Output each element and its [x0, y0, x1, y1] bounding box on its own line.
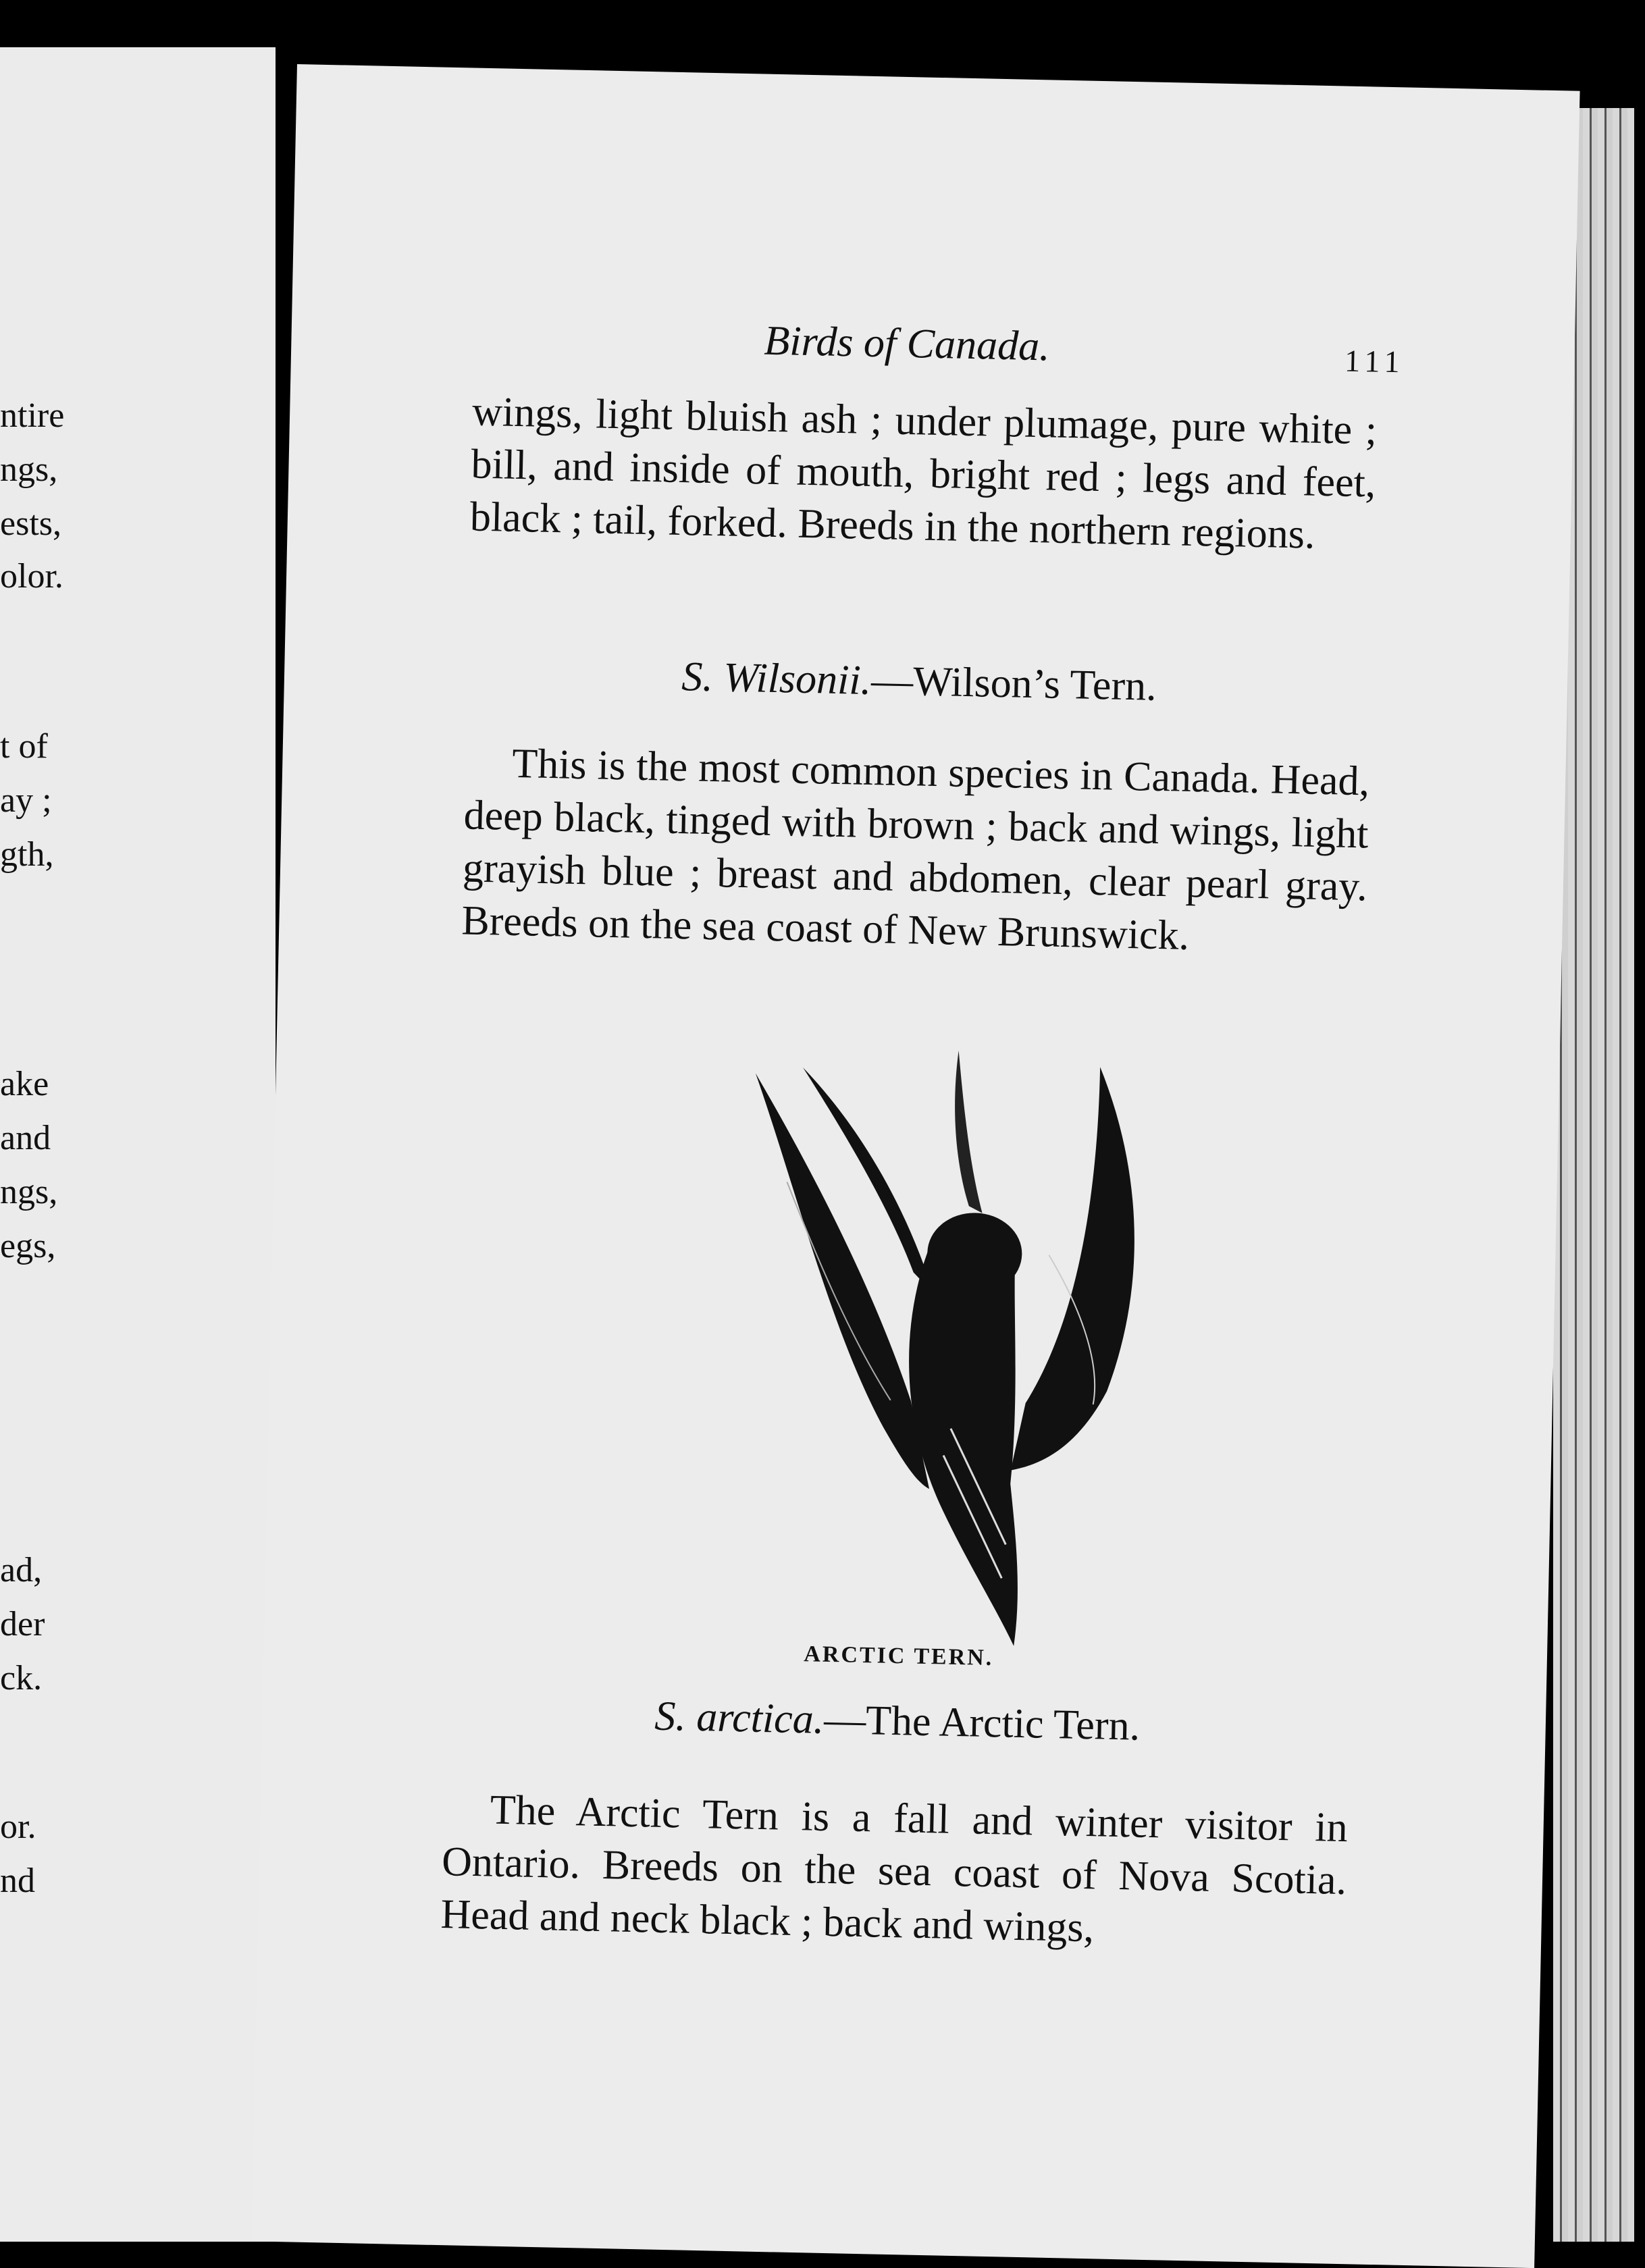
paragraph-continued	[469, 386, 1378, 562]
left-text-fragment: ck.	[0, 1659, 43, 1697]
left-text-fragment: der	[0, 1605, 45, 1643]
left-text-fragment: ngs,	[0, 450, 58, 489]
paragraph-text: This is the most common species in Canada. Head, deep black, tinged with brown ; back and wings, light grayish blue ; breast and abdomen, clear pearl gray. Breeds on the sea coast of New Brunswick.	[461, 740, 1370, 959]
scientific-name: S. Wilsonii.	[681, 654, 872, 704]
left-text-fragment: and	[0, 1119, 51, 1157]
arctic-tern-illustration	[723, 1046, 1155, 1662]
species-heading-wilsonii	[466, 648, 1372, 715]
scientific-name: S. arctica.	[654, 1693, 825, 1743]
running-head: Birds of Canada.	[763, 317, 1051, 370]
common-name: —The Arctic Tern.	[823, 1696, 1141, 1749]
left-text-fragment: ay ;	[0, 781, 52, 820]
left-text-fragment: or.	[0, 1808, 36, 1846]
left-text-fragment: ests,	[0, 504, 61, 543]
left-text-fragment: olor.	[0, 557, 63, 596]
left-text-fragment: ake	[0, 1065, 49, 1103]
left-text-fragment: ngs,	[0, 1173, 58, 1211]
book-page	[251, 64, 1579, 2268]
left-text-fragment: t of	[0, 727, 48, 766]
left-text-fragment: nd	[0, 1862, 35, 1900]
paragraph-text: wings, light bluish ash ; under plumage, pure white ; bill, and inside of mouth, bright red ; legs and feet, black ; tail, forked. Breeds in the northern regions.	[469, 388, 1378, 558]
species-heading-arctica	[444, 1688, 1350, 1755]
left-text-fragment: ad,	[0, 1551, 43, 1589]
page-number: 111	[1344, 343, 1406, 379]
figure-caption: ARCTIC TERN.	[803, 1641, 994, 1671]
paragraph-wilsons-tern	[461, 736, 1370, 966]
left-text-fragment: egs,	[0, 1227, 56, 1265]
left-facing-page	[0, 47, 276, 2242]
left-text-fragment: gth,	[0, 835, 54, 874]
left-text-fragment: ntire	[0, 396, 65, 435]
paragraph-arctic-tern	[440, 1783, 1349, 1959]
paragraph-text: The Arctic Tern is a fall and winter visitor in Ontario. Breeds on the sea coast of Nova Scotia. Head and neck black ; back and wings,	[440, 1787, 1349, 1951]
common-name: —Wilson’s Tern.	[870, 658, 1157, 710]
